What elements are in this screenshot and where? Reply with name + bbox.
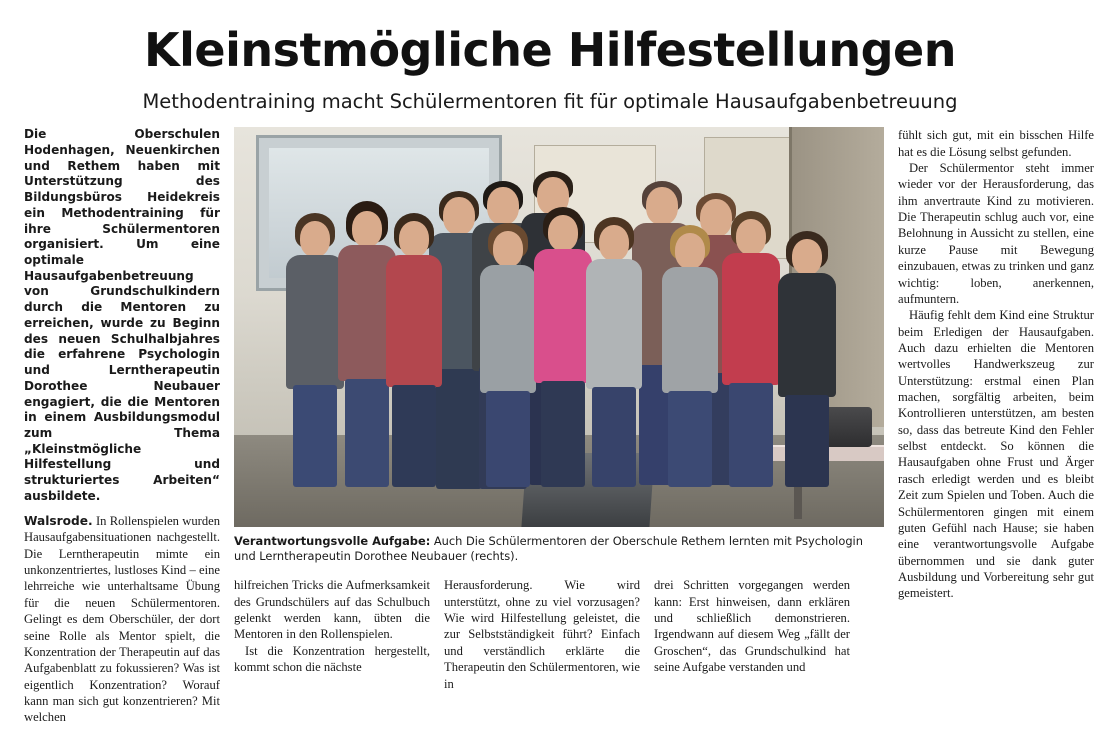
article-photo	[234, 127, 884, 527]
page-title: Kleinstmögliche Hilfestellungen	[144, 23, 956, 77]
photo-block	[234, 127, 884, 564]
body-paragraph-5: drei Schritten vorgegangen werden kann: Erst hinweisen, dann erklären und schließlich demonstrieren. Irgendwann auf diesem Weg „fällt der Groschen“, das Grundschulkind hat seine Aufgabe verstanden und	[654, 578, 850, 675]
center-sub-columns	[234, 577, 884, 692]
body-paragraph-3: Ist die Konzentration hergestellt, kommt schon die nächste	[234, 643, 430, 675]
photo-person	[534, 199, 592, 487]
column-center-2	[444, 577, 640, 692]
photo-person-trainer	[778, 215, 836, 487]
body-paragraph-2: hilfreichen Tricks die Aufmerksamkeit des Grundschülers auf das Schulbuch gelenkt werden kann, übten die Mentoren in den Rollenspielen.	[234, 578, 430, 642]
body-paragraph-7: Der Schülermentor steht immer wieder vor der Herausforderung, das ihm anvertraute Kind zu motivieren. Die Therapeutin schlug auch vor, eine Belohnung in Aussicht zu stellen, eine kurze Pause mit Bewegung einzubauen, etwas zu trinken und ganz wichtig: loben, anerkennen, aufmuntern.	[898, 161, 1094, 306]
subheadline: Methodentraining macht Schülermentoren fit für optimale Hausaufgabenbetreuung	[142, 90, 958, 114]
column-center-3	[654, 577, 850, 692]
photo-person	[286, 205, 344, 487]
body-paragraph-4: Herausforderung. Wie wird unterstützt, ohne zu viel vorzusagen? Wie wird Hilfestellung geleistet, die zur Selbstständigkeit führt? Einfach und verständlich erklärte die Therapeutin den Schülermentoren, wie in	[444, 578, 640, 691]
column-left	[24, 127, 220, 725]
column-right	[898, 127, 1094, 601]
column-center-1	[234, 577, 430, 692]
body-paragraph-8: Häufig fehlt dem Kind eine Struktur beim Erledigen der Hausaufgaben. Auch dazu erhielten die Mentoren wertvolles Handwerkszeug zur Unterstützung: erstmal einen Plan machen, sorgfältig arbeiten, beim Kontrollieren unterstützen, am besten so, dass das betreute Kind den Fehler selbst entdeckt. So können die Hausaufgaben ohne Frust und Ärger rasch erledigt werden und es bleibt Zeit zum Spielen und Toben. Auch die Schülermentoren gingen mit einem guten Gefühl nach Hause; sie haben eine verantwortungsvolle Aufgabe übernommen und sie dank guter Ausbildung und Vorbereitung sehr gut gemeistert.	[898, 308, 1094, 601]
body-paragraph-1-text: In Rollenspielen wurden Hausaufgabensituationen nachgestellt. Die Lerntherapeutin mimte ein unkonzentriertes, lustloses Kind – eine lehrreiche wie unterhaltsame Übung für die neuen Schülermentoren. Gelingt es dem Oberschüler, der dort seine Rolle als Mentor spielt, die Konzentration der Therapeutin auf das Aufgabenblatt zu fokussieren? Was ist eigentlich Konzentration? Worauf kann man sich gut konzentrieren? Mit welchen	[24, 513, 221, 725]
article-columns	[24, 127, 1094, 725]
photo-group-of-people	[234, 157, 884, 487]
photo-caption-lead: Verantwortungsvolle Aufgabe:	[234, 534, 431, 549]
photo-person	[386, 203, 442, 487]
column-center	[234, 127, 884, 692]
body-paragraph-6: fühlt sich gut, mit ein bisschen Hilfe hat es die Lösung selbst gefunden.	[898, 128, 1094, 159]
dateline: Walsrode.	[24, 513, 93, 528]
photo-person	[480, 209, 536, 487]
lead-paragraph: Die Oberschulen Hodenhagen, Neuenkirchen und Rethem haben mit Unterstützung des Bildungsbüros Heidekreis ein Methodentraining für ihre Schülermentoren organisiert. Um eine optimale Hausaufgabenbetreuung von Grundschulkindern durch die Mentoren zu erreichen, wurde zu Beginn des neuen Schulhalbjahres die erfahrene Psychologin und Lerntherapeutin Dorothee Neubauer engagiert, die die Mentoren in einem Ausbildungsmodul zum Thema „Kleinstmögliche Hilfestellung und strukturiertes Arbeiten“ ausbildete.	[24, 127, 220, 503]
photo-person	[722, 203, 780, 487]
photo-person	[662, 211, 718, 487]
photo-caption-text: Auch Die Schülermentoren der Oberschule Rethem lernten mit Psychologin und Lerntherapeutin Dorothee Neubauer (rechts).	[234, 534, 863, 564]
photo-caption	[234, 534, 884, 564]
photo-person	[586, 205, 642, 487]
body-paragraph-1	[24, 513, 220, 726]
